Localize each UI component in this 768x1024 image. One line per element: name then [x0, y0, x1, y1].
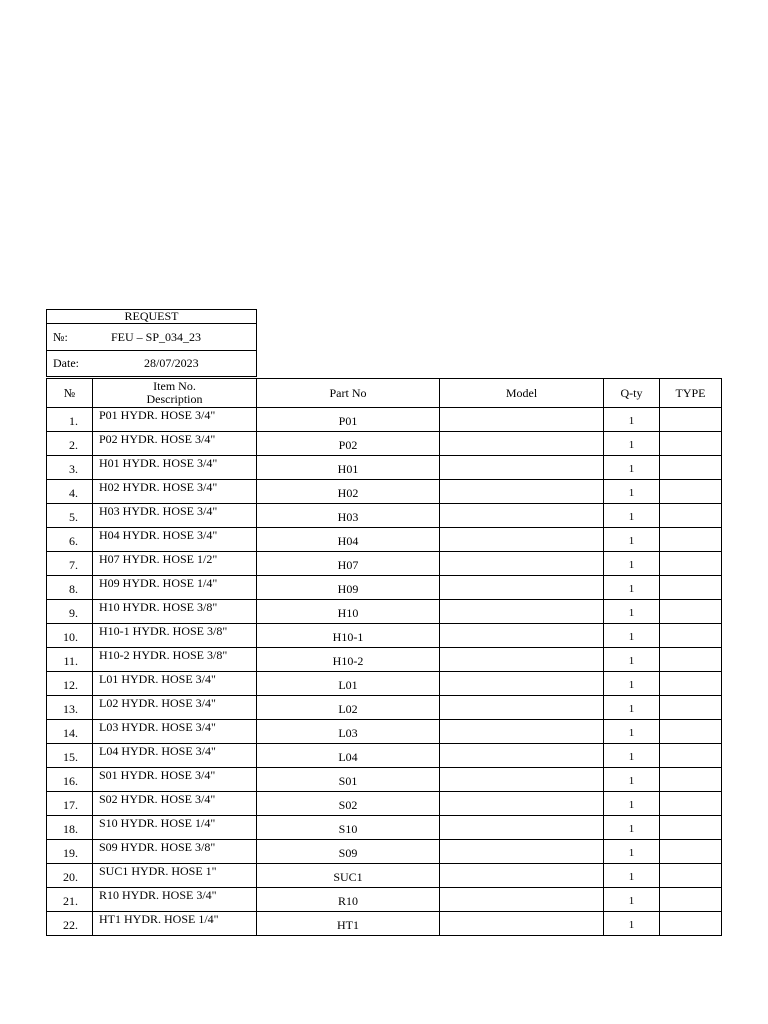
row-part-no: P01 — [257, 408, 440, 432]
table-row — [47, 816, 722, 840]
row-description: S09 HYDR. HOSE 3/8" — [93, 840, 257, 864]
header-item-description — [93, 379, 257, 408]
row-qty: 1 — [604, 720, 660, 744]
row-qty: 1 — [604, 696, 660, 720]
row-model — [440, 576, 604, 600]
row-description: L01 HYDR. HOSE 3/4" — [93, 672, 257, 696]
request-date-label: Date: — [53, 356, 79, 370]
row-part-no: H04 — [257, 528, 440, 552]
request-date-cell — [47, 351, 257, 377]
request-number-value: FEU – SP_034_23 — [111, 329, 202, 344]
request-number-label: №: — [53, 329, 68, 344]
row-type — [660, 912, 722, 936]
row-number: 10. — [47, 624, 93, 648]
header-item-no: Item No. — [153, 379, 196, 393]
row-model — [440, 840, 604, 864]
row-model — [440, 648, 604, 672]
row-qty: 1 — [604, 888, 660, 912]
row-type — [660, 792, 722, 816]
row-part-no: SUC1 — [257, 864, 440, 888]
table-row — [47, 864, 722, 888]
row-model — [440, 768, 604, 792]
table-body — [47, 408, 722, 936]
row-part-no: H10-2 — [257, 648, 440, 672]
table-row — [47, 480, 722, 504]
row-part-no: H10-1 — [257, 624, 440, 648]
row-model — [440, 552, 604, 576]
row-number: 17. — [47, 792, 93, 816]
row-type — [660, 456, 722, 480]
row-description: HT1 HYDR. HOSE 1/4" — [93, 912, 257, 936]
row-part-no: L01 — [257, 672, 440, 696]
row-part-no: S01 — [257, 768, 440, 792]
table-row — [47, 624, 722, 648]
row-model — [440, 432, 604, 456]
row-part-no: HT1 — [257, 912, 440, 936]
table-row — [47, 672, 722, 696]
row-qty: 1 — [604, 840, 660, 864]
row-part-no: L04 — [257, 744, 440, 768]
row-type — [660, 600, 722, 624]
row-number: 16. — [47, 768, 93, 792]
row-number: 6. — [47, 528, 93, 552]
row-model — [440, 408, 604, 432]
row-description: SUC1 HYDR. HOSE 1" — [93, 864, 257, 888]
request-number-cell — [47, 324, 257, 351]
row-type — [660, 696, 722, 720]
row-number: 18. — [47, 816, 93, 840]
row-number: 21. — [47, 888, 93, 912]
table-row — [47, 576, 722, 600]
table-row — [47, 720, 722, 744]
row-number: 11. — [47, 648, 93, 672]
header-part-no: Part No — [257, 379, 440, 408]
row-type — [660, 816, 722, 840]
row-qty: 1 — [604, 816, 660, 840]
row-type — [660, 408, 722, 432]
header-model: Model — [440, 379, 604, 408]
row-model — [440, 456, 604, 480]
row-type — [660, 888, 722, 912]
row-description: H10-2 HYDR. HOSE 3/8" — [93, 648, 257, 672]
row-type — [660, 552, 722, 576]
request-date-value: 28/07/2023 — [144, 356, 199, 370]
row-description: L03 HYDR. HOSE 3/4" — [93, 720, 257, 744]
row-qty: 1 — [604, 768, 660, 792]
row-description: P01 HYDR. HOSE 3/4" — [93, 408, 257, 432]
row-description: H10-1 HYDR. HOSE 3/8" — [93, 624, 257, 648]
table-row — [47, 768, 722, 792]
row-model — [440, 912, 604, 936]
row-type — [660, 648, 722, 672]
row-type — [660, 744, 722, 768]
row-type — [660, 672, 722, 696]
row-qty: 1 — [604, 552, 660, 576]
row-part-no: H07 — [257, 552, 440, 576]
row-type — [660, 480, 722, 504]
row-qty: 1 — [604, 912, 660, 936]
row-description: H10 HYDR. HOSE 3/8" — [93, 600, 257, 624]
row-qty: 1 — [604, 648, 660, 672]
row-part-no: H09 — [257, 576, 440, 600]
table-row — [47, 528, 722, 552]
row-part-no: H02 — [257, 480, 440, 504]
row-number: 8. — [47, 576, 93, 600]
table-row — [47, 432, 722, 456]
header-no: № — [47, 379, 93, 408]
row-number: 20. — [47, 864, 93, 888]
row-description: R10 HYDR. HOSE 3/4" — [93, 888, 257, 912]
row-type — [660, 864, 722, 888]
row-model — [440, 504, 604, 528]
row-type — [660, 720, 722, 744]
table-row — [47, 792, 722, 816]
row-model — [440, 816, 604, 840]
row-qty: 1 — [604, 408, 660, 432]
row-qty: 1 — [604, 864, 660, 888]
row-qty: 1 — [604, 528, 660, 552]
row-model — [440, 624, 604, 648]
row-type — [660, 432, 722, 456]
header-description: Description — [146, 392, 203, 406]
row-part-no: P02 — [257, 432, 440, 456]
row-model — [440, 480, 604, 504]
row-model — [440, 528, 604, 552]
row-part-no: H10 — [257, 600, 440, 624]
request-header-table — [46, 309, 257, 377]
row-qty: 1 — [604, 600, 660, 624]
row-number: 4. — [47, 480, 93, 504]
row-model — [440, 672, 604, 696]
row-description: P02 HYDR. HOSE 3/4" — [93, 432, 257, 456]
row-qty: 1 — [604, 792, 660, 816]
row-part-no: L03 — [257, 720, 440, 744]
row-description: H04 HYDR. HOSE 3/4" — [93, 528, 257, 552]
row-qty: 1 — [604, 624, 660, 648]
row-part-no: H01 — [257, 456, 440, 480]
table-row — [47, 912, 722, 936]
parts-table — [46, 378, 722, 936]
row-qty: 1 — [604, 456, 660, 480]
row-model — [440, 792, 604, 816]
row-description: H07 HYDR. HOSE 1/2" — [93, 552, 257, 576]
table-row — [47, 552, 722, 576]
table-row — [47, 744, 722, 768]
row-type — [660, 840, 722, 864]
row-number: 1. — [47, 408, 93, 432]
row-number: 14. — [47, 720, 93, 744]
row-description: H02 HYDR. HOSE 3/4" — [93, 480, 257, 504]
row-description: S02 HYDR. HOSE 3/4" — [93, 792, 257, 816]
row-part-no: H03 — [257, 504, 440, 528]
row-model — [440, 864, 604, 888]
row-type — [660, 528, 722, 552]
row-model — [440, 720, 604, 744]
row-part-no: R10 — [257, 888, 440, 912]
row-type — [660, 576, 722, 600]
row-model — [440, 696, 604, 720]
row-type — [660, 504, 722, 528]
row-number: 3. — [47, 456, 93, 480]
table-row — [47, 456, 722, 480]
row-type — [660, 768, 722, 792]
row-type — [660, 624, 722, 648]
row-part-no: S09 — [257, 840, 440, 864]
row-description: H01 HYDR. HOSE 3/4" — [93, 456, 257, 480]
table-row — [47, 696, 722, 720]
row-number: 22. — [47, 912, 93, 936]
request-title: REQUEST — [47, 310, 257, 324]
row-description: L02 HYDR. HOSE 3/4" — [93, 696, 257, 720]
row-description: H09 HYDR. HOSE 1/4" — [93, 576, 257, 600]
row-description: S10 HYDR. HOSE 1/4" — [93, 816, 257, 840]
row-qty: 1 — [604, 504, 660, 528]
row-number: 9. — [47, 600, 93, 624]
row-number: 5. — [47, 504, 93, 528]
row-qty: 1 — [604, 576, 660, 600]
table-row — [47, 840, 722, 864]
row-part-no: S10 — [257, 816, 440, 840]
header-type: TYPE — [660, 379, 722, 408]
table-row — [47, 408, 722, 432]
table-row — [47, 504, 722, 528]
header-qty: Q-ty — [604, 379, 660, 408]
row-qty: 1 — [604, 480, 660, 504]
row-qty: 1 — [604, 744, 660, 768]
row-description: H03 HYDR. HOSE 3/4" — [93, 504, 257, 528]
row-qty: 1 — [604, 672, 660, 696]
row-qty: 1 — [604, 432, 660, 456]
row-description: L04 HYDR. HOSE 3/4" — [93, 744, 257, 768]
row-model — [440, 600, 604, 624]
row-number: 7. — [47, 552, 93, 576]
row-description: S01 HYDR. HOSE 3/4" — [93, 768, 257, 792]
row-model — [440, 888, 604, 912]
table-header-row — [47, 379, 722, 408]
row-number: 19. — [47, 840, 93, 864]
table-row — [47, 648, 722, 672]
row-part-no: L02 — [257, 696, 440, 720]
row-part-no: S02 — [257, 792, 440, 816]
table-row — [47, 600, 722, 624]
row-number: 2. — [47, 432, 93, 456]
row-number: 15. — [47, 744, 93, 768]
row-number: 12. — [47, 672, 93, 696]
table-row — [47, 888, 722, 912]
row-number: 13. — [47, 696, 93, 720]
row-model — [440, 744, 604, 768]
